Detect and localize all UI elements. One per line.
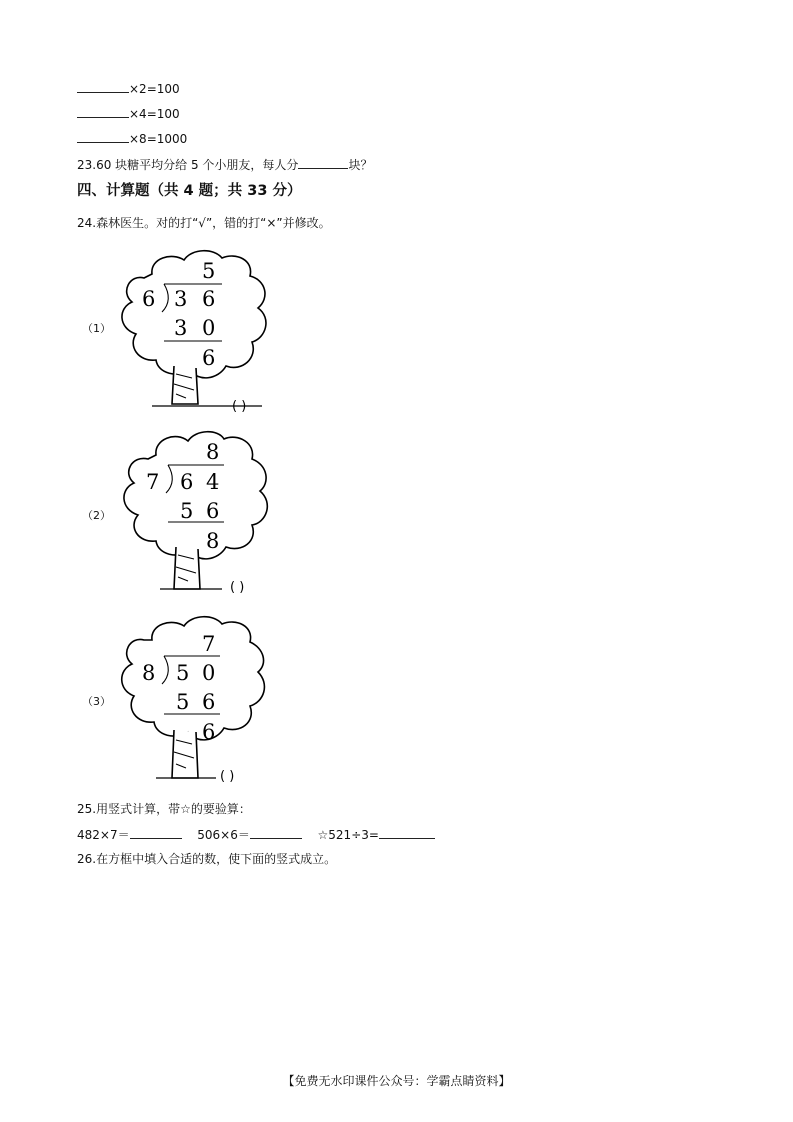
equation-text: ×8=1000 [129,132,188,146]
answer-blank[interactable] [298,157,348,169]
dividend-ones: 0 [202,661,216,685]
quotient-digit: 7 [202,632,216,656]
divisor-digit: 7 [146,470,160,494]
equation-text: ×4=100 [129,107,180,121]
product-ones: 6 [206,499,220,523]
question-26-text: 26.在方框中填入合适的数，使下面的竖式成立。 [77,852,337,866]
answer-blank[interactable] [379,827,435,839]
equation-text: ×2=100 [129,82,180,96]
dividend-tens: 3 [174,287,188,311]
item-label-1: （1） [82,322,111,335]
section-4-heading: 四、计算题（共 4 题；共 33 分） [77,183,302,199]
dividend-tens: 5 [176,661,190,685]
answer-parentheses[interactable]: ( ) [220,769,235,784]
quotient-digit: 8 [206,440,220,464]
tree-problem-2 [112,427,282,595]
remainder-digit: 6 [202,720,216,744]
answer-parentheses[interactable]: ( ) [230,580,245,595]
tree-problem-1 [112,246,282,414]
item-label-2: （2） [82,509,111,522]
product-tens: 3 [174,316,188,340]
question-23 [77,156,372,173]
quotient-digit: 5 [202,259,216,283]
divisor-digit: 8 [142,661,156,685]
equation-line-1 [77,81,180,96]
tree-canopy [122,251,266,378]
footer-note: 【免费无水印课件公众号：学霸点睛资料】 [282,1074,511,1088]
answer-parentheses[interactable]: ( ) [232,399,247,414]
tree-canopy [124,432,267,559]
answer-blank[interactable] [130,827,182,839]
product-tens: 5 [176,690,190,714]
question-24-text: 24.森林医生。对的打“√”，错的打“×”并修改。 [77,216,331,230]
tree-trunk [172,730,198,778]
expression-2: 506×6＝ [197,828,250,842]
expression-1: 482×7＝ [77,828,130,842]
question-25-text: 25.用竖式计算，带☆的要验算： [77,802,251,816]
remainder-digit: 6 [202,346,216,370]
answer-blank[interactable] [77,106,129,118]
product-tens: 5 [180,499,194,523]
tree-problem-3 [112,614,282,784]
question-23-suffix: 块？ [348,158,373,172]
answer-blank[interactable] [77,131,129,143]
item-label-3: （3） [82,695,111,708]
expression-3: ☆521÷3= [317,828,379,842]
divisor-digit: 6 [142,287,156,311]
dividend-tens: 6 [180,470,194,494]
dividend-ones: 4 [206,470,220,494]
answer-blank[interactable] [77,81,129,93]
question-23-text: 23.60 块糖平均分给 5 个小朋友，每人分 [77,158,299,172]
question-25-expressions [77,826,435,843]
remainder-digit: 8 [206,529,220,553]
equation-line-3 [77,131,187,146]
product-ones: 6 [202,690,216,714]
equation-line-2 [77,106,180,121]
answer-blank[interactable] [250,827,302,839]
dividend-ones: 6 [202,287,216,311]
product-ones: 0 [202,316,216,340]
